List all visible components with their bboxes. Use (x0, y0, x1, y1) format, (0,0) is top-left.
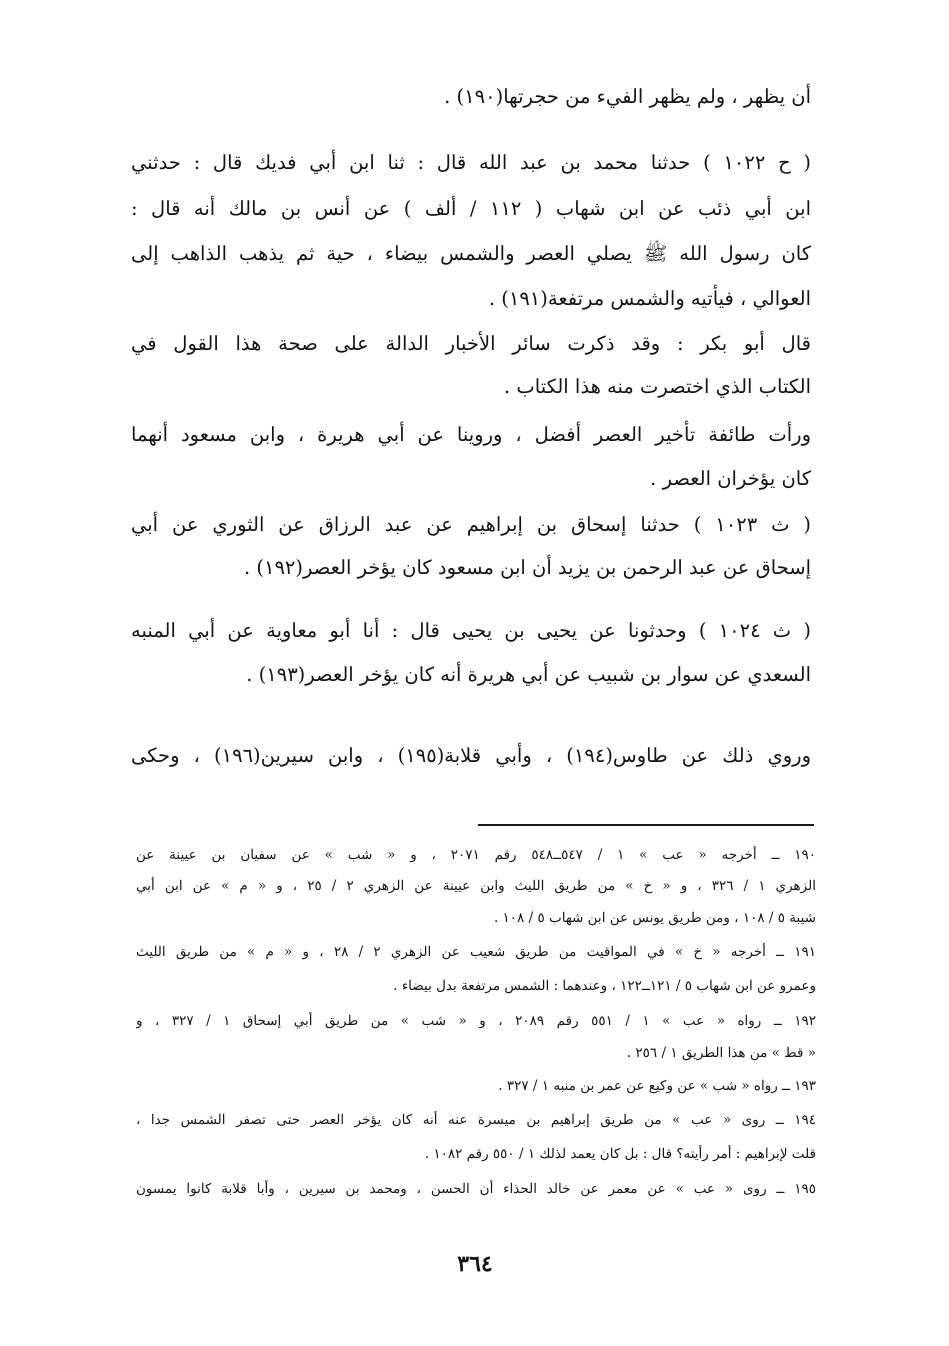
body-line-11: إسحاق عن عبد الرحمن بن يزيد أن ابن مسعود كان يؤخر العصر(١٩٢) . (243, 556, 811, 579)
footnote-line-3: شيبة ٥ / ١٠٨ ، ومن طريق يونس عن ابن شهاب ٥ / ١٠٨ . (493, 910, 816, 926)
body-line-5: العوالي ، فيأتيه والشمس مرتفعة(١٩١) . (488, 287, 811, 310)
footnote-line-9: ١٩٤ ــ روى « عب » من طريق إبراهيم بن ميسرة عنه أنه كان يؤخر العصر حتى تصفر الشمس جدا ، (136, 1112, 816, 1128)
body-line-6: قال أبو بكر : وقد ذكرت سائر الأخبار الدالة على صحة هذا القول في (131, 332, 811, 355)
footnote-line-7: « قط » من هذا الطريق ١ / ٢٥٦ . (626, 1045, 816, 1061)
body-line-14: وروي ذلك عن طاوس(١٩٤) ، وأبي قلابة(١٩٥) ، وابن سيرين(١٩٦) ، وحكى (131, 744, 811, 767)
body-line-7: الكتاب الذي اختصرت منه هذا الكتاب . (504, 375, 811, 398)
body-line-4: كان رسول الله ﷺ يصلي العصر والشمس بيضاء ، حية ثم يذهب الذاهب إلى (131, 242, 811, 265)
body-line-12: ( ث ١٠٢٤ ) وحدثونا عن يحيى بن يحيى قال : أنا أبو معاوية عن أبي المنبه (131, 619, 811, 642)
body-line-10: ( ث ١٠٢٣ ) حدثنا إسحاق بن إبراهيم عن عبد الرزاق عن الثوري عن أبي (131, 513, 811, 536)
footnote-line-8: ١٩٣ ــ رواه « شب » عن وكيع عن عمر بن منبه ١ / ٣٢٧ . (498, 1078, 816, 1094)
body-line-9: كان يؤخران العصر . (650, 467, 811, 490)
footnote-line-2: الزهري ١ / ٣٢٦ ، و « خ » من طريق الليث وابن عيينة عن الزهري ٢ / ٢٥ ، و « م » عن ابن أبي (136, 878, 816, 894)
footnote-line-1: ١٩٠ ــ أخرجه « عب » ١ / ٥٤٧ــ٥٤٨ رقم ٢٠٧١ ، و « شب » عن سفيان بن عيينة عن (136, 847, 816, 863)
body-line-1: أن يظهر ، ولم يظهر الفيء من حجرتها(١٩٠) . (444, 85, 811, 108)
body-line-8: ورأت طائفة تأخير العصر أفضل ، وروينا عن أبي هريرة ، وابن مسعود أنهما (131, 423, 811, 446)
footnote-line-6: ١٩٢ ــ رواه « عب » ١ / ٥٥١ رقم ٢٠٨٩ ، و « شب » من طريق أبي إسحاق ١ / ٣٢٧ ، و (136, 1013, 816, 1029)
body-line-3: ابن أبي ذئب عن ابن شهاب ( ١١٢ / ألف ) عن أنس بن مالك أنه قال : (131, 197, 811, 220)
footnote-separator (478, 824, 814, 826)
footnote-line-5: وعمرو عن ابن شهاب ٥ / ١٢١ــ١٢٢ ، وعندهما : الشمس مرتفعة بدل بيضاء . (393, 978, 816, 994)
footnote-line-11: ١٩٥ ــ روى « عب » عن معمر عن خالد الحذاء أن الحسن ، ومحمد بن سيرين ، وأبا قلابة كانوا يمسون (136, 1181, 816, 1197)
footnote-line-4: ١٩١ ــ أخرجه « خ » في المواقيت من طريق شعيب عن الزهري ٢ / ٢٨ ، و « م » من طريق الليث (136, 944, 816, 960)
body-line-2: ( ح ١٠٢٢ ) حدثنا محمد بن عبد الله قال : ثنا ابن أبي فديك قال : حدثني (131, 151, 811, 174)
body-line-13: السعدي عن سوار بن شبيب عن أبي هريرة أنه كان يؤخر العصر(١٩٣) . (246, 663, 811, 686)
page-number: ٣٦٤ (457, 1251, 493, 1277)
footnote-line-10: قلت لإبراهيم : أمر رأيته؟ قال : بل كان يعمد لذلك ١ / ٥٥٠ رقم ١٠٨٢ . (424, 1146, 816, 1162)
